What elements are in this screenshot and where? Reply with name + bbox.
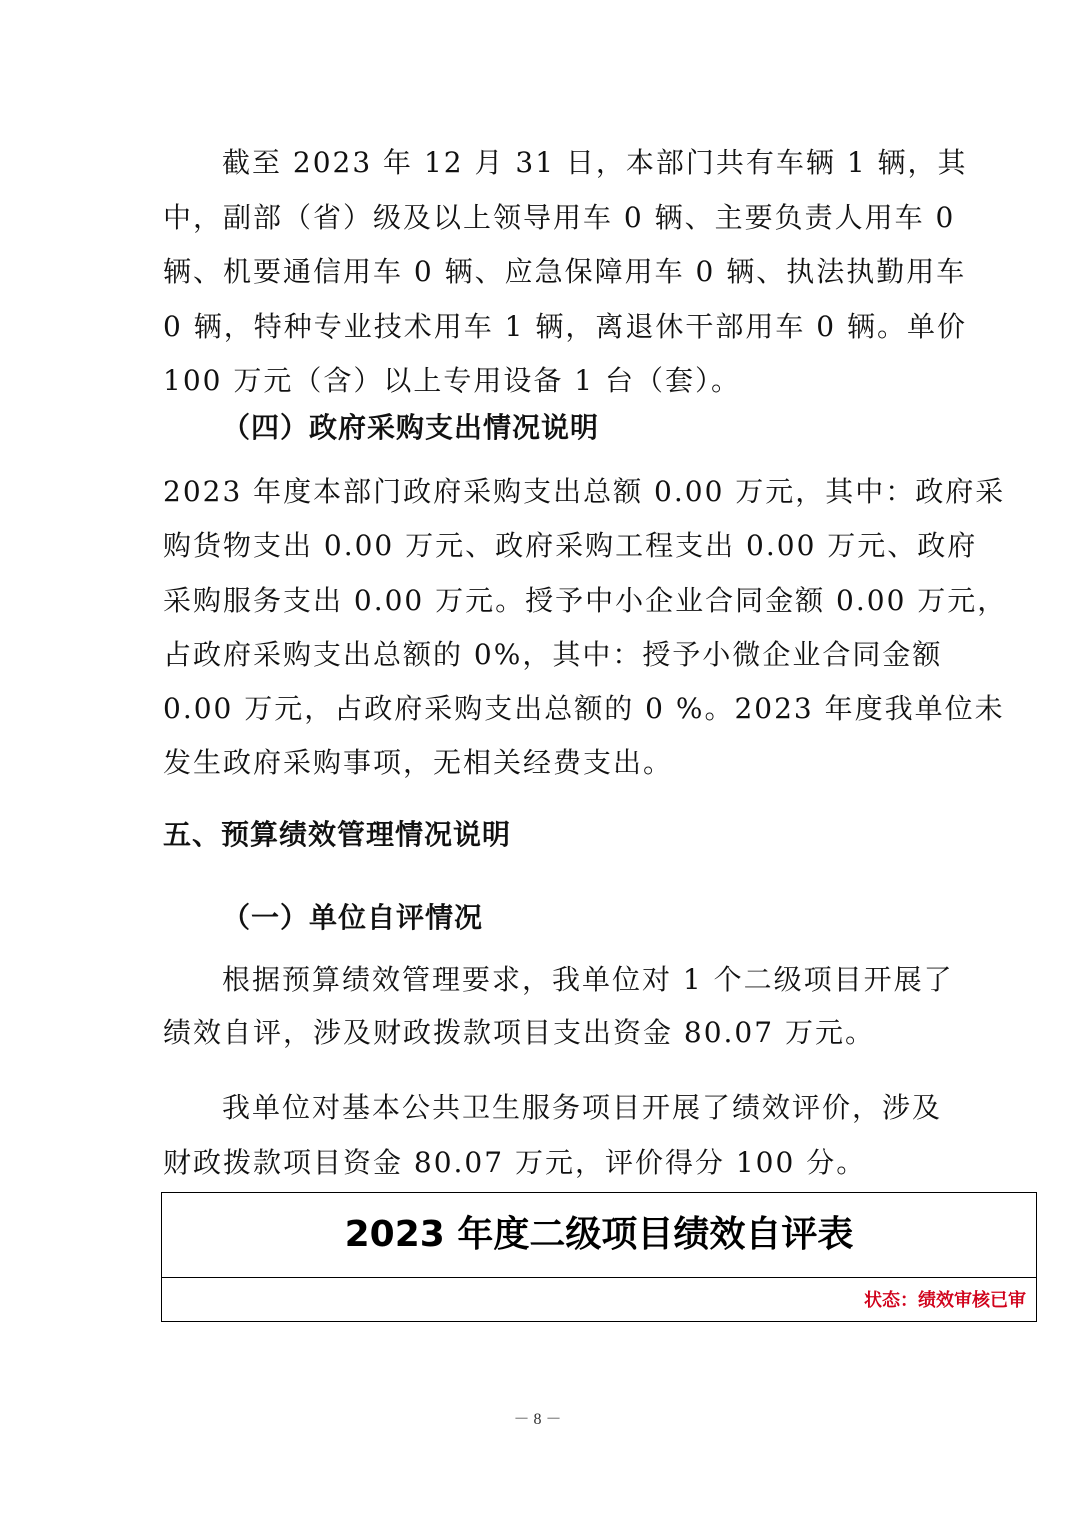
- vehicle-paragraph-line-3: 辆、机要通信用车 0 辆、应急保障用车 0 辆、执法执勤用车: [163, 255, 967, 288]
- section-five-heading: 五、预算绩效管理情况说明: [163, 818, 512, 851]
- page-number: － 8 －: [513, 1411, 562, 1428]
- vehicle-paragraph-line-5: 100 万元（含）以上专用设备 1 台（套）。: [163, 364, 741, 397]
- evaluation-paragraph-line-2: 财政拨款项目资金 80.07 万元，评价得分 100 分。: [163, 1146, 867, 1179]
- procurement-paragraph-line-1: 2023 年度本部门政府采购支出总额 0.00 万元，其中：政府采: [163, 475, 1006, 508]
- vehicle-paragraph-line-2: 中，副部（省）级及以上领导用车 0 辆、主要负责人用车 0: [163, 201, 956, 234]
- status-badge: 状态：绩效审核已审: [864, 1290, 1026, 1311]
- procurement-paragraph-line-6: 发生政府采购事项，无相关经费支出。: [163, 746, 674, 779]
- evaluation-paragraph-line-1: 我单位对基本公共卫生服务项目开展了绩效评价，涉及: [222, 1091, 943, 1124]
- vehicle-paragraph-line-4: 0 辆，特种专业技术用车 1 辆，离退休干部用车 0 辆。单价: [163, 310, 967, 343]
- table-title-row: [162, 1193, 1036, 1278]
- self-eval-paragraph-line-1: 根据预算绩效管理要求，我单位对 1 个二级项目开展了: [222, 963, 954, 996]
- procurement-paragraph-line-4: 占政府采购支出总额的 0%，其中：授予小微企业合同金额: [163, 638, 943, 671]
- procurement-heading: （四）政府采购支出情况说明: [222, 411, 600, 444]
- procurement-paragraph-line-3: 采购服务支出 0.00 万元。授予中小企业合同金额 0.00 万元，: [163, 584, 1008, 617]
- vehicle-paragraph-line-1: 截至 2023 年 12 月 31 日，本部门共有车辆 1 辆，其: [222, 146, 968, 179]
- procurement-paragraph-line-2: 购货物支出 0.00 万元、政府采购工程支出 0.00 万元、政府: [163, 529, 978, 562]
- self-eval-paragraph-line-2: 绩效自评，涉及财政拨款项目支出资金 80.07 万元。: [163, 1016, 875, 1049]
- self-eval-table: [161, 1192, 1037, 1322]
- self-eval-heading: （一）单位自评情况: [222, 901, 484, 934]
- table-title: 2023 年度二级项目绩效自评表: [344, 1214, 854, 1255]
- procurement-paragraph-line-5: 0.00 万元，占政府采购支出总额的 0 %。2023 年度我单位未: [163, 692, 1005, 725]
